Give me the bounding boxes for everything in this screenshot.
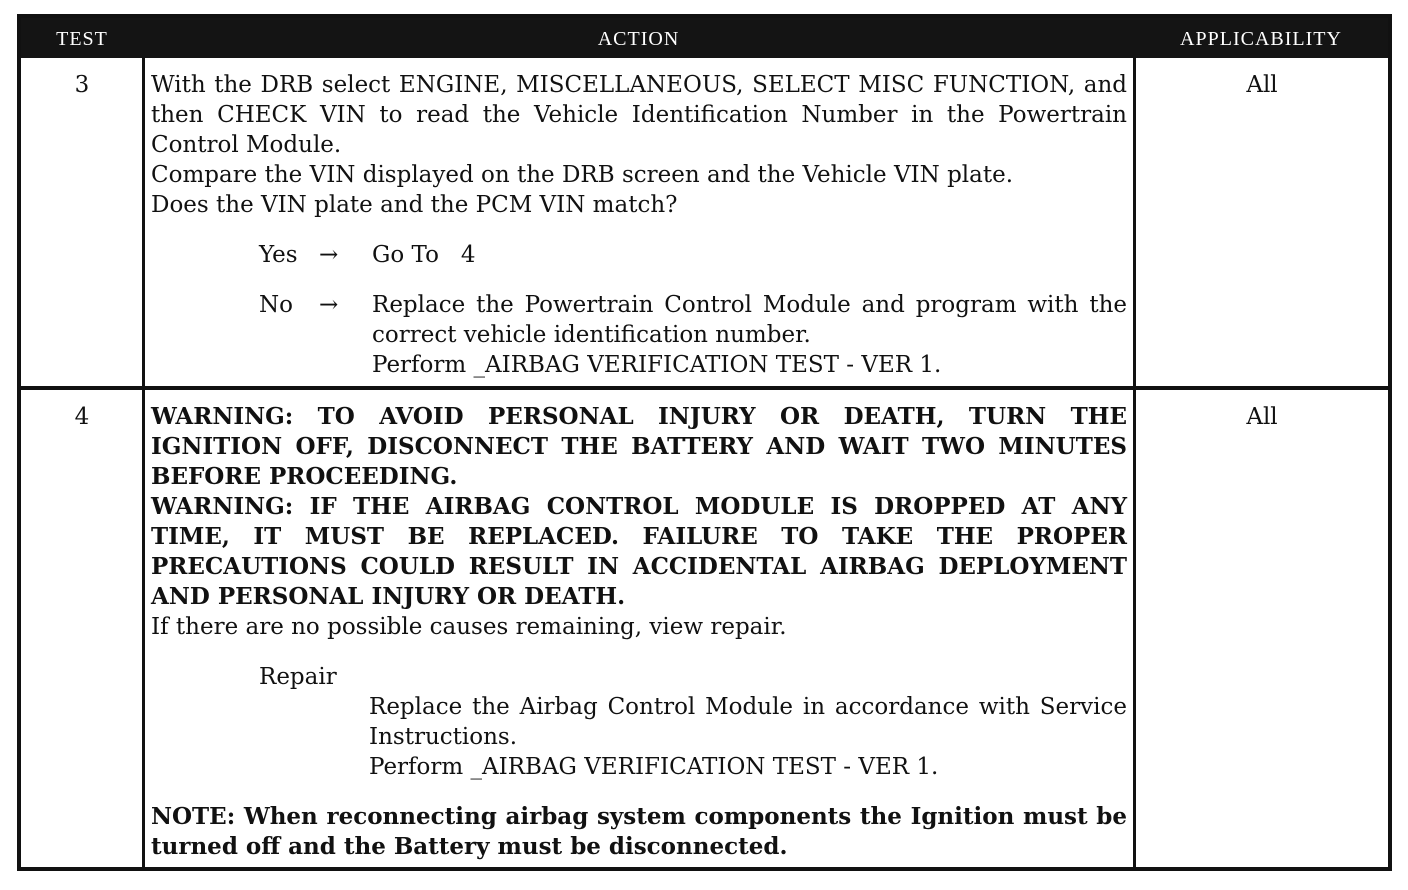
diagnostic-table [17, 14, 1392, 871]
instruction-paragraph: Compare the VIN displayed on the DRB screen and the Vehicle VIN plate. [151, 162, 1014, 188]
repair-text: Replace the Airbag Control Module in accordance with Service Instructions. [369, 694, 1127, 750]
column-divider [142, 58, 145, 867]
instruction-paragraph: If there are no possible causes remaining, view repair. [151, 614, 787, 640]
yes-branch [151, 240, 1127, 270]
header-applicability: APPLICABILITY [1180, 28, 1342, 50]
no-branch [151, 290, 1127, 380]
no-label: No [259, 292, 293, 318]
note-text: NOTE: When reconnecting airbag system components the Ignition must be turned off and the Battery must be disconnected. [151, 803, 1127, 860]
row-divider [21, 386, 1388, 390]
row-test-number: 3 [74, 72, 90, 98]
row-test-number: 4 [74, 404, 90, 430]
row-applicability: All [1246, 404, 1278, 430]
warning-text: WARNING: TO AVOID PERSONAL INJURY OR DEATH, TURN THE IGNITION OFF, DISCONNECT THE BATTERY AND WAIT TWO MINUTES BEFORE PROCEEDING. [151, 403, 1127, 490]
row-applicability: All [1246, 72, 1278, 98]
table-header [21, 18, 1388, 58]
yes-result: Go To 4 [372, 242, 476, 268]
no-result: Replace the Powertrain Control Module and program with the correct vehicle identification number. [372, 292, 1127, 348]
repair-block [151, 692, 1127, 782]
no-perform: Perform _AIRBAG VERIFICATION TEST - VER 1. [372, 352, 942, 378]
row-3-action [151, 70, 1127, 380]
row-4-action [151, 402, 1127, 862]
arrow-icon: → [319, 292, 339, 318]
instruction-paragraph: With the DRB select ENGINE, MISCELLANEOUS, SELECT MISC FUNCTION, and then CHECK VIN to read the Vehicle Identification Number in the Powertrain Control Module. [151, 72, 1127, 158]
repair-label: Repair [259, 664, 337, 690]
instruction-paragraph: Does the VIN plate and the PCM VIN match? [151, 192, 678, 218]
repair-perform: Perform _AIRBAG VERIFICATION TEST - VER 1. [369, 754, 939, 780]
header-test: TEST [56, 28, 108, 50]
header-action: ACTION [597, 28, 680, 50]
yes-label: Yes [259, 242, 298, 268]
arrow-icon: → [319, 242, 339, 268]
warning-text: WARNING: IF THE AIRBAG CONTROL MODULE IS DROPPED AT ANY TIME, IT MUST BE REPLACED. FAILURE TO TAKE THE PROPER PRECAUTIONS COULD RESULT IN ACCIDENTAL AIRBAG DEPLOYMENT AND PERSONAL INJURY OR DEATH. [151, 493, 1127, 610]
column-divider [1133, 58, 1136, 867]
